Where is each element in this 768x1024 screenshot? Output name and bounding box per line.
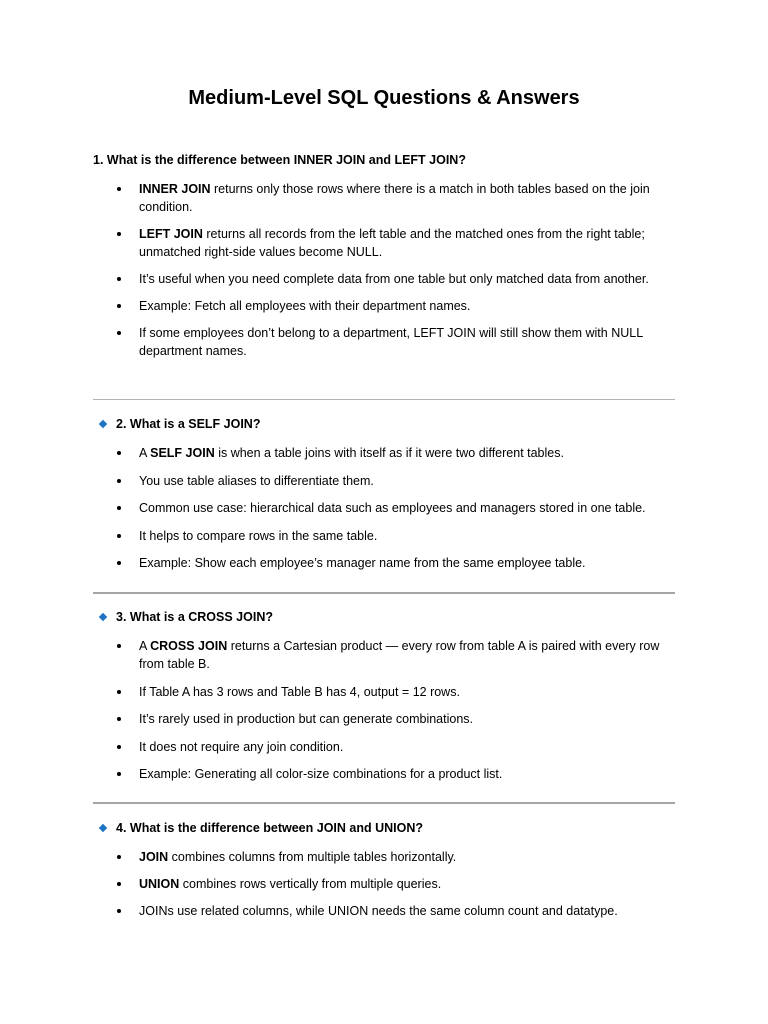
list-item: A CROSS JOIN returns a Cartesian product — every row from table A is paired with every row from table B.	[115, 637, 675, 673]
term: LEFT JOIN	[139, 227, 203, 241]
list-item: It does not require any join condition.	[115, 738, 675, 756]
list-item: It helps to compare rows in the same table.	[115, 527, 675, 545]
question-3-answers	[115, 637, 675, 783]
list-item: If Table A has 3 rows and Table B has 4, output = 12 rows.	[115, 683, 675, 701]
diamond-icon	[99, 824, 107, 832]
section-divider	[93, 802, 675, 804]
term: SELF JOIN	[150, 446, 215, 460]
question-1-answers	[115, 180, 675, 360]
list-item: Common use case: hierarchical data such as employees and managers stored in one table.	[115, 499, 675, 517]
list-item: Example: Generating all color-size combinations for a product list.	[115, 765, 675, 783]
list-item: LEFT JOIN returns all records from the left table and the matched ones from the right table; unmatched right-side values become NULL.	[115, 225, 675, 261]
section-divider	[93, 592, 675, 594]
list-item: A SELF JOIN is when a table joins with itself as if it were two different tables.	[115, 444, 675, 462]
section-divider	[93, 399, 675, 400]
list-item: It’s useful when you need complete data from one table but only matched data from another.	[115, 270, 675, 288]
list-item: Example: Show each employee’s manager name from the same employee table.	[115, 554, 675, 572]
list-item: UNION combines rows vertically from multiple queries.	[115, 875, 675, 893]
term: JOIN	[139, 850, 169, 864]
question-3-heading: 3. What is a CROSS JOIN?	[93, 610, 273, 624]
list-item: JOINs use related columns, while UNION needs the same column count and datatype.	[115, 902, 675, 920]
diamond-icon	[99, 420, 107, 428]
list-item: You use table aliases to differentiate them.	[115, 472, 675, 490]
list-item: Example: Fetch all employees with their department names.	[115, 297, 675, 315]
term: UNION	[139, 877, 180, 891]
page-title: Medium-Level SQL Questions & Answers	[188, 87, 580, 109]
question-2-answers	[115, 444, 675, 572]
list-item: It’s rarely used in production but can generate combinations.	[115, 710, 675, 728]
question-4-heading: 4. What is the difference between JOIN and UNION?	[93, 821, 423, 835]
question-1-heading: 1. What is the difference between INNER JOIN and LEFT JOIN?	[93, 153, 466, 167]
list-item: If some employees don’t belong to a department, LEFT JOIN will still show them with NULL department names.	[115, 324, 675, 360]
list-item: INNER JOIN returns only those rows where there is a match in both tables based on the join condition.	[115, 180, 675, 216]
list-item: JOIN combines columns from multiple tables horizontally.	[115, 848, 675, 866]
question-2-heading: 2. What is a SELF JOIN?	[93, 417, 260, 431]
term: CROSS JOIN	[150, 639, 228, 653]
term: INNER JOIN	[139, 182, 211, 196]
question-4-answers	[115, 848, 675, 920]
diamond-icon	[99, 613, 107, 621]
